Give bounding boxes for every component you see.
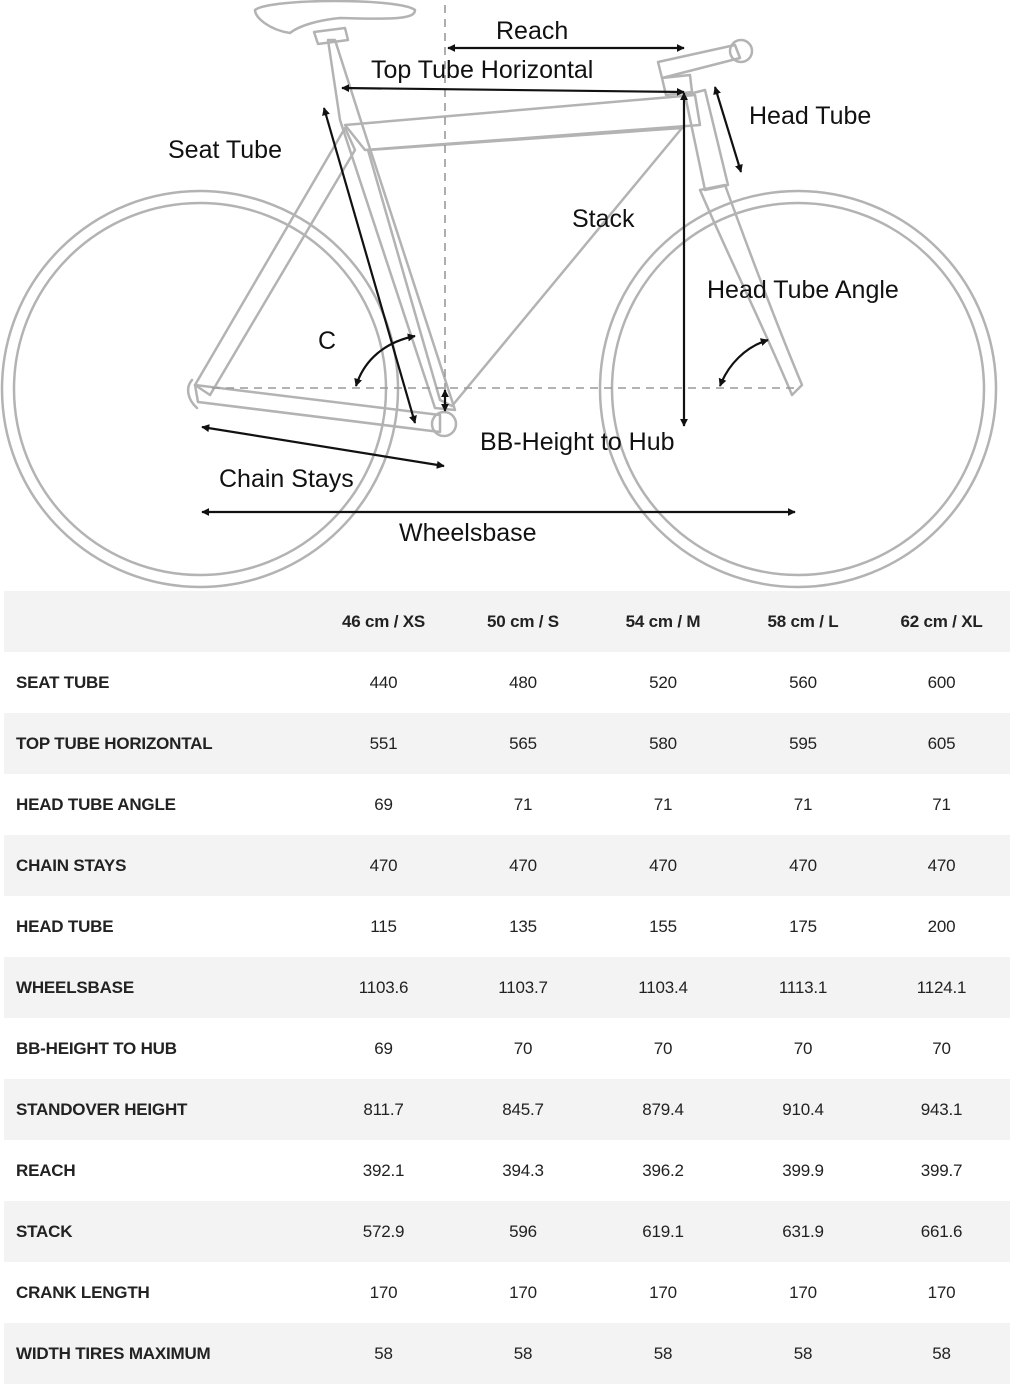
bike-geometry-diagram: [0, 0, 1011, 592]
label-head-tube-angle: Head Tube Angle: [707, 276, 899, 304]
header-row: [4, 591, 1010, 652]
table-cell: 1124.1: [916, 977, 967, 997]
label-wheelsbase: Wheelsbase: [399, 519, 537, 547]
table-cell: 1103.6: [358, 977, 409, 997]
label-stack: Stack: [572, 205, 635, 233]
table-cell: 520: [649, 672, 677, 692]
table-cell: 170: [369, 1282, 398, 1302]
table-row: [4, 957, 1010, 1018]
table-cell: 115: [370, 916, 397, 936]
table-cell: 580: [649, 733, 677, 753]
row-label: CRANK LENGTH: [16, 1282, 150, 1302]
label-head-tube: Head Tube: [749, 102, 872, 130]
bottom-bracket: [432, 412, 456, 436]
table-row: [4, 774, 1010, 835]
table-cell: 170: [789, 1282, 817, 1302]
table-cell: 58: [932, 1343, 951, 1363]
table-row: [4, 1323, 1010, 1384]
table-cell: 470: [509, 855, 537, 875]
saddle-clamp: [314, 28, 348, 44]
table-cell: 600: [927, 672, 956, 692]
table-cell: 1103.4: [638, 977, 688, 997]
table-cell: 392.1: [362, 1160, 405, 1180]
table-cell: 440: [369, 672, 398, 692]
table-cell: 470: [649, 855, 677, 875]
table-row: [4, 1018, 1010, 1079]
table-cell: 71: [932, 794, 951, 814]
row-label: STACK: [16, 1221, 73, 1241]
table-cell: 470: [927, 855, 956, 875]
table-row: [4, 1201, 1010, 1262]
geometry-table-header: [4, 591, 1010, 652]
table-cell: 631.9: [782, 1221, 824, 1241]
table-cell: 595: [789, 733, 817, 753]
table-cell: 200: [927, 916, 956, 936]
down-tube-shape: [368, 128, 682, 406]
table-cell: 69: [374, 1038, 393, 1058]
table-cell: 58: [793, 1343, 813, 1363]
table-row: [4, 896, 1010, 957]
bike-geometry-svg: [0, 0, 1011, 592]
table-cell: 58: [653, 1343, 673, 1363]
table-cell: 399.9: [782, 1160, 824, 1180]
head-tube-angle-arrow: [720, 340, 768, 386]
row-label: HEAD TUBE: [16, 916, 114, 936]
table-cell: 71: [653, 794, 673, 814]
row-label: TOP TUBE HORIZONTAL: [16, 733, 213, 753]
head-tube-arrow: [715, 87, 741, 172]
column-header: 46 cm / XS: [314, 591, 453, 652]
table-cell: 135: [509, 916, 537, 936]
table-cell: 396.2: [642, 1160, 684, 1180]
table-cell: 170: [649, 1282, 677, 1302]
table-row: [4, 713, 1010, 774]
geometry-table: [4, 591, 1010, 1384]
top-tube-shape: [345, 95, 700, 150]
header-corner-cell: [4, 591, 314, 652]
label-reach: Reach: [496, 17, 569, 45]
table-cell: 943.1: [920, 1099, 963, 1119]
table-cell: 619.1: [642, 1221, 684, 1241]
row-label: SEAT TUBE: [16, 672, 110, 692]
table-row: [4, 1079, 1010, 1140]
row-label: HEAD TUBE ANGLE: [16, 794, 176, 814]
table-row: [4, 652, 1010, 713]
table-cell: 879.4: [642, 1099, 684, 1119]
stem: [658, 45, 740, 78]
table-cell: 69: [374, 794, 393, 814]
table-cell: 560: [789, 672, 817, 692]
column-header: 62 cm / XL: [873, 591, 1010, 652]
table-cell: 70: [932, 1038, 951, 1058]
row-label: STANDOVER HEIGHT: [16, 1099, 188, 1119]
table-cell: 71: [513, 794, 533, 814]
table-cell: 1113.1: [778, 977, 828, 997]
table-cell: 71: [793, 794, 813, 814]
table-cell: 565: [509, 733, 537, 753]
table-cell: 58: [513, 1343, 533, 1363]
table-cell: 845.7: [502, 1099, 544, 1119]
row-label: WHEELSBASE: [16, 977, 134, 997]
top-tube-arrow: [342, 88, 684, 92]
chain-stays-arrow: [202, 427, 444, 466]
table-cell: 175: [789, 916, 817, 936]
chain-stay-shape: [195, 385, 440, 432]
table-cell: 811.7: [363, 1099, 404, 1119]
row-label: REACH: [16, 1160, 76, 1180]
table-cell: 910.4: [782, 1099, 824, 1119]
table-row: [4, 1140, 1010, 1201]
column-header: 50 cm / S: [453, 591, 593, 652]
table-cell: 170: [509, 1282, 537, 1302]
table-cell: 551: [369, 733, 398, 753]
table-row: [4, 1262, 1010, 1323]
table-cell: 470: [369, 855, 398, 875]
table-cell: 572.9: [362, 1221, 405, 1241]
table-cell: 480: [509, 672, 537, 692]
column-header: 54 cm / M: [593, 591, 733, 652]
label-bb-height-to-hub: BB-Height to Hub: [480, 428, 675, 456]
table-cell: 470: [789, 855, 817, 875]
label-seat-tube: Seat Tube: [168, 136, 282, 164]
table-cell: 70: [513, 1038, 533, 1058]
table-cell: 70: [793, 1038, 813, 1058]
row-label: BB-HEIGHT TO HUB: [16, 1038, 177, 1058]
label-c: C: [318, 327, 337, 355]
column-header: 58 cm / L: [733, 591, 873, 652]
table-cell: 155: [649, 916, 677, 936]
table-cell: 661.6: [920, 1221, 963, 1241]
table-row: [4, 835, 1010, 896]
label-chain-stays: Chain Stays: [219, 465, 354, 493]
table-cell: 394.3: [502, 1160, 544, 1180]
table-cell: 58: [374, 1343, 393, 1363]
seat-tube-shape: [328, 40, 455, 410]
table-cell: 399.7: [920, 1160, 963, 1180]
table-cell: 605: [927, 733, 956, 753]
table-cell: 596: [509, 1221, 537, 1241]
geometry-table-body: [4, 652, 1010, 1384]
row-label: WIDTH TIRES MAXIMUM: [16, 1343, 211, 1363]
table-cell: 1103.7: [498, 977, 548, 997]
table-cell: 70: [653, 1038, 673, 1058]
row-label: CHAIN STAYS: [16, 855, 127, 875]
label-top-tube-horizontal: Top Tube Horizontal: [371, 56, 594, 84]
table-cell: 170: [927, 1282, 956, 1302]
